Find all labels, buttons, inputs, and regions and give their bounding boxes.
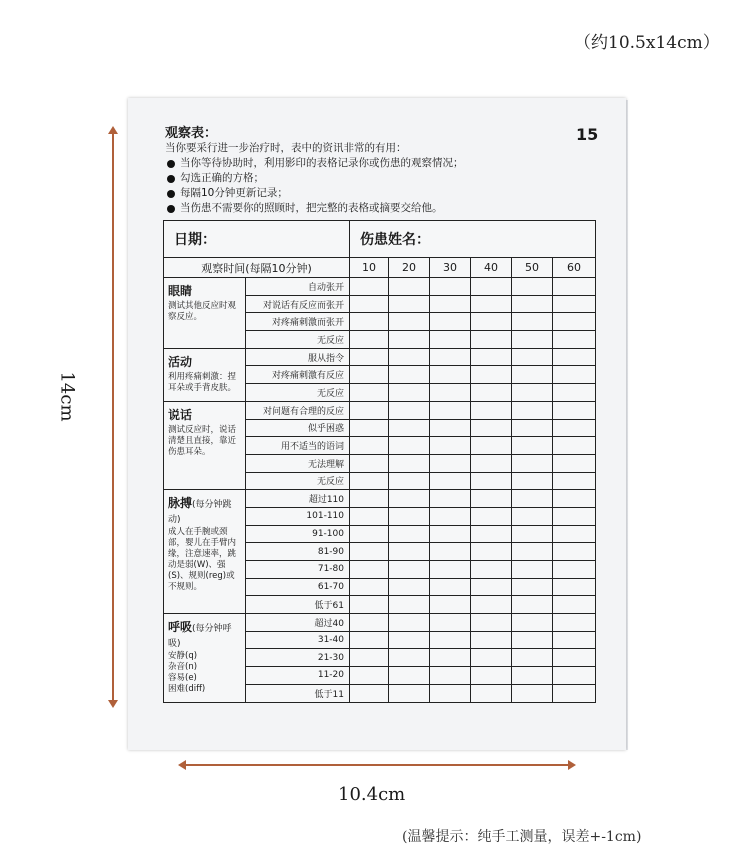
observation-item: 91-100 — [246, 525, 350, 543]
check-cell[interactable] — [512, 596, 553, 614]
check-cell[interactable] — [350, 631, 389, 649]
check-cell[interactable] — [512, 507, 553, 525]
section-note: 测试其他反应时观察反应。 — [168, 301, 237, 322]
check-cell[interactable] — [350, 437, 389, 455]
check-cell[interactable] — [350, 366, 389, 384]
check-cell[interactable] — [389, 543, 430, 561]
check-cell[interactable] — [389, 295, 430, 313]
date-label: 日期： — [174, 232, 216, 248]
check-cell[interactable] — [430, 472, 471, 490]
check-cell[interactable] — [430, 561, 471, 579]
check-cell[interactable] — [512, 649, 553, 667]
check-cell[interactable] — [389, 437, 430, 455]
check-cell[interactable] — [512, 313, 553, 331]
observation-rows — [164, 278, 596, 703]
section-title: 脉搏(每分钟跳动) — [168, 496, 232, 526]
check-cell[interactable] — [512, 667, 553, 685]
check-cell[interactable] — [350, 454, 389, 472]
observation-table — [163, 220, 596, 703]
check-cell[interactable] — [512, 437, 553, 455]
check-cell[interactable] — [350, 561, 389, 579]
check-cell[interactable] — [430, 313, 471, 331]
check-cell[interactable] — [430, 578, 471, 596]
check-cell[interactable] — [389, 667, 430, 685]
check-cell[interactable] — [350, 419, 389, 437]
check-cell[interactable] — [430, 331, 471, 349]
check-cell[interactable] — [512, 578, 553, 596]
observation-row — [164, 401, 596, 419]
sheet-title: 观察表： — [165, 126, 218, 141]
check-cell[interactable] — [430, 649, 471, 667]
check-cell[interactable] — [350, 507, 389, 525]
check-cell[interactable] — [389, 278, 430, 296]
check-cell[interactable] — [471, 278, 512, 296]
bullet-item — [165, 171, 464, 186]
check-cell[interactable] — [471, 561, 512, 579]
check-cell[interactable] — [512, 561, 553, 579]
check-cell[interactable] — [471, 614, 512, 632]
check-cell[interactable] — [512, 525, 553, 543]
check-cell[interactable] — [430, 384, 471, 402]
check-cell[interactable] — [430, 366, 471, 384]
section-note: 成人在手腕或颈部，婴儿在手臂内缘，注意速率，跳动是弱(W)、强(S)、规则(reg)或不规则。 — [168, 527, 237, 593]
patient-name-cell[interactable] — [350, 221, 596, 258]
check-cell[interactable] — [430, 684, 471, 702]
check-cell[interactable] — [553, 507, 596, 525]
observation-item: 31-40 — [246, 631, 350, 649]
check-cell[interactable] — [512, 295, 553, 313]
check-cell[interactable] — [350, 331, 389, 349]
check-cell[interactable] — [350, 472, 389, 490]
observation-item: 61-70 — [246, 578, 350, 596]
section-label-cell — [164, 278, 246, 349]
check-cell[interactable] — [512, 472, 553, 490]
check-cell[interactable] — [389, 454, 430, 472]
observation-item: 超过110 — [246, 490, 350, 508]
observation-item: 81-90 — [246, 543, 350, 561]
check-cell[interactable] — [553, 401, 596, 419]
section-title: 说话 — [168, 407, 193, 422]
patient-name-label: 伤患姓名： — [360, 232, 430, 248]
check-cell[interactable] — [430, 631, 471, 649]
check-cell[interactable] — [389, 313, 430, 331]
check-cell[interactable] — [553, 578, 596, 596]
check-cell[interactable] — [553, 331, 596, 349]
check-cell[interactable] — [553, 543, 596, 561]
check-cell[interactable] — [512, 384, 553, 402]
observation-item: 超过40 — [246, 614, 350, 632]
check-cell[interactable] — [553, 472, 596, 490]
bullet-dot-icon — [167, 160, 175, 168]
bullet-text: 当你等待协助时，利用影印的表格记录你或伤患的观察情况； — [180, 157, 464, 169]
section-title: 眼睛 — [168, 284, 193, 298]
observation-item: 71-80 — [246, 561, 350, 579]
bullet-text: 每隔10分钟更新记录； — [180, 187, 288, 199]
check-cell[interactable] — [350, 348, 389, 366]
check-cell[interactable] — [512, 490, 553, 508]
check-cell[interactable] — [389, 578, 430, 596]
section-note: 利用疼痛刺激：捏耳朵或手背皮肤。 — [168, 371, 237, 393]
bullet-item — [165, 201, 464, 216]
check-cell[interactable] — [430, 490, 471, 508]
sheet-intro: 当你要采行进一步治疗时，表中的资讯非常的有用： — [165, 142, 407, 154]
check-cell[interactable] — [350, 543, 389, 561]
check-cell[interactable] — [430, 437, 471, 455]
check-cell[interactable] — [471, 472, 512, 490]
check-cell[interactable] — [350, 278, 389, 296]
check-cell[interactable] — [389, 596, 430, 614]
check-cell[interactable] — [430, 596, 471, 614]
check-cell[interactable] — [430, 401, 471, 419]
observation-item: 对说话有反应而张开 — [246, 295, 350, 313]
check-cell[interactable] — [471, 419, 512, 437]
check-cell[interactable] — [350, 490, 389, 508]
check-cell[interactable] — [512, 366, 553, 384]
check-cell[interactable] — [430, 507, 471, 525]
check-cell[interactable] — [471, 454, 512, 472]
observation-item: 似乎困惑 — [246, 419, 350, 437]
observation-item: 无反应 — [246, 384, 350, 402]
check-cell[interactable] — [350, 525, 389, 543]
section-note: 测试反应时，说话清楚且直接，靠近伤患耳朵。 — [168, 424, 237, 457]
check-cell[interactable] — [350, 667, 389, 685]
check-cell[interactable] — [471, 649, 512, 667]
check-cell[interactable] — [350, 684, 389, 702]
page-number: 15 — [576, 125, 599, 144]
observation-item: 对疼痛刺激有反应 — [246, 366, 350, 384]
check-cell[interactable] — [471, 295, 512, 313]
observation-item: 服从指令 — [246, 348, 350, 366]
check-cell[interactable] — [350, 384, 389, 402]
check-cell[interactable] — [430, 454, 471, 472]
bullet-item — [165, 156, 464, 171]
check-cell[interactable] — [553, 295, 596, 313]
check-cell[interactable] — [471, 507, 512, 525]
check-cell[interactable] — [512, 614, 553, 632]
check-cell[interactable] — [553, 384, 596, 402]
check-cell[interactable] — [471, 331, 512, 349]
check-cell[interactable] — [512, 401, 553, 419]
observation-item: 无法理解 — [246, 454, 350, 472]
bullet-text: 当伤患不需要你的照顾时，把完整的表格或摘要交给他。 — [180, 202, 443, 214]
check-cell[interactable] — [471, 596, 512, 614]
check-cell[interactable] — [389, 401, 430, 419]
check-cell[interactable] — [389, 419, 430, 437]
date-cell[interactable] — [164, 221, 350, 258]
check-cell[interactable] — [350, 614, 389, 632]
observation-item: 21-30 — [246, 649, 350, 667]
check-cell[interactable] — [350, 596, 389, 614]
check-cell[interactable] — [389, 525, 430, 543]
check-cell[interactable] — [512, 543, 553, 561]
check-cell[interactable] — [553, 366, 596, 384]
width-dimension-arrow — [180, 764, 574, 766]
check-cell[interactable] — [471, 684, 512, 702]
observation-item: 低于11 — [246, 684, 350, 702]
observation-item: 无反应 — [246, 472, 350, 490]
measurement-note: (温馨提示：纯手工测量，误差+-1cm) — [402, 829, 642, 845]
observation-item: 对疼痛刺激而张开 — [246, 313, 350, 331]
observation-item: 用不适当的语词 — [246, 437, 350, 455]
height-dimension-arrow — [112, 128, 114, 706]
check-cell[interactable] — [553, 490, 596, 508]
check-cell[interactable] — [553, 614, 596, 632]
section-subtitle: (每分钟呼吸) — [168, 624, 232, 650]
observation-row — [164, 348, 596, 366]
check-cell[interactable] — [553, 348, 596, 366]
time-40: 40 — [471, 258, 512, 278]
observation-item: 101-110 — [246, 507, 350, 525]
check-cell[interactable] — [512, 331, 553, 349]
check-cell[interactable] — [389, 507, 430, 525]
check-cell[interactable] — [471, 366, 512, 384]
check-cell[interactable] — [350, 295, 389, 313]
check-cell[interactable] — [471, 490, 512, 508]
check-cell[interactable] — [553, 667, 596, 685]
check-cell[interactable] — [350, 401, 389, 419]
check-cell[interactable] — [512, 348, 553, 366]
check-cell[interactable] — [512, 419, 553, 437]
check-cell[interactable] — [471, 667, 512, 685]
check-cell[interactable] — [389, 490, 430, 508]
check-cell[interactable] — [471, 578, 512, 596]
check-cell[interactable] — [553, 631, 596, 649]
check-cell[interactable] — [389, 649, 430, 667]
size-note: （约10.5x14cm） — [574, 33, 720, 53]
section-label-cell — [164, 490, 246, 614]
check-cell[interactable] — [471, 384, 512, 402]
check-cell[interactable] — [471, 313, 512, 331]
section-label-cell — [164, 614, 246, 702]
check-cell[interactable] — [553, 313, 596, 331]
check-cell[interactable] — [430, 525, 471, 543]
height-label: 14cm — [56, 371, 78, 422]
check-cell[interactable] — [389, 348, 430, 366]
check-cell[interactable] — [350, 313, 389, 331]
check-cell[interactable] — [389, 472, 430, 490]
time-30: 30 — [430, 258, 471, 278]
check-cell[interactable] — [553, 684, 596, 702]
check-cell[interactable] — [389, 331, 430, 349]
check-cell[interactable] — [430, 543, 471, 561]
bullet-item — [165, 186, 464, 201]
check-cell[interactable] — [430, 295, 471, 313]
observation-item: 无反应 — [246, 331, 350, 349]
observation-row — [164, 278, 596, 296]
section-note: 安静(q) 杂音(n) 容易(e) 困难(diff) — [168, 651, 206, 695]
check-cell[interactable] — [512, 684, 553, 702]
section-label-cell — [164, 348, 246, 401]
check-cell[interactable] — [430, 278, 471, 296]
bullet-text: 勾选正确的方格； — [180, 172, 264, 184]
check-cell[interactable] — [471, 543, 512, 561]
check-cell[interactable] — [512, 454, 553, 472]
check-cell[interactable] — [471, 525, 512, 543]
bullet-dot-icon — [167, 175, 175, 183]
check-cell[interactable] — [389, 614, 430, 632]
check-cell[interactable] — [512, 278, 553, 296]
check-cell[interactable] — [471, 348, 512, 366]
check-cell[interactable] — [389, 561, 430, 579]
check-cell[interactable] — [553, 454, 596, 472]
observation-item: 自动张开 — [246, 278, 350, 296]
check-cell[interactable] — [389, 631, 430, 649]
check-cell[interactable] — [389, 384, 430, 402]
check-cell[interactable] — [430, 614, 471, 632]
observation-item: 对问题有合理的反应 — [246, 401, 350, 419]
observation-row — [164, 614, 596, 632]
observation-item: 11-20 — [246, 667, 350, 685]
check-cell[interactable] — [553, 278, 596, 296]
bullet-dot-icon — [167, 205, 175, 213]
check-cell[interactable] — [553, 561, 596, 579]
check-cell[interactable] — [389, 684, 430, 702]
check-cell[interactable] — [553, 596, 596, 614]
check-cell[interactable] — [553, 525, 596, 543]
observation-item: 低于61 — [246, 596, 350, 614]
time-20: 20 — [389, 258, 430, 278]
width-label: 10.4cm — [338, 784, 406, 805]
time-header: 观察时间(每隔10分钟) — [164, 258, 350, 278]
section-title: 呼吸(每分钟呼吸) — [168, 620, 232, 650]
check-cell[interactable] — [350, 649, 389, 667]
check-cell[interactable] — [553, 437, 596, 455]
section-subtitle: (每分钟跳动) — [168, 500, 232, 526]
section-title: 活动 — [168, 354, 193, 369]
check-cell[interactable] — [512, 631, 553, 649]
check-cell[interactable] — [471, 437, 512, 455]
time-60: 60 — [553, 258, 596, 278]
section-label-cell — [164, 401, 246, 489]
check-cell[interactable] — [471, 631, 512, 649]
time-10: 10 — [350, 258, 389, 278]
check-cell[interactable] — [430, 667, 471, 685]
check-cell[interactable] — [471, 401, 512, 419]
bullet-dot-icon — [167, 190, 175, 198]
check-cell[interactable] — [430, 348, 471, 366]
time-50: 50 — [512, 258, 553, 278]
sheet-header — [165, 126, 464, 216]
check-cell[interactable] — [350, 578, 389, 596]
observation-row — [164, 490, 596, 508]
check-cell[interactable] — [430, 419, 471, 437]
check-cell[interactable] — [553, 649, 596, 667]
check-cell[interactable] — [553, 419, 596, 437]
check-cell[interactable] — [389, 366, 430, 384]
